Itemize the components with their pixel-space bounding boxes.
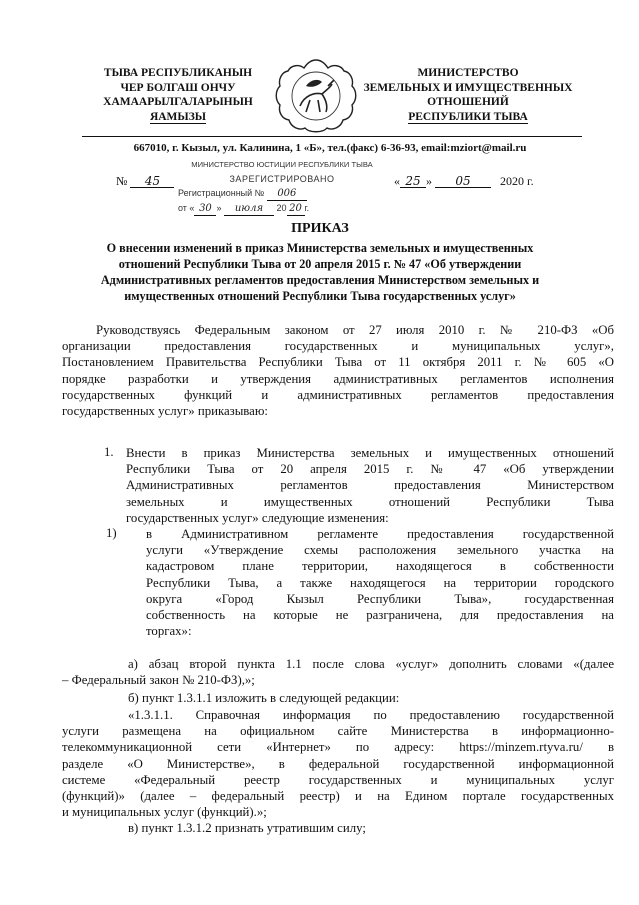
order-number-label: № — [116, 174, 128, 188]
subitem-1-line: округа «Город Кызыл Республики Тыва», государственная — [146, 591, 614, 606]
subitem-1-line: в Административном регламенте предоставления государственной — [146, 527, 614, 541]
header-left-line-4: ЯАМЫЗЫ — [149, 110, 207, 123]
subitem-1-paragraph — [146, 526, 614, 639]
clause-v-line: в) пункт 1.3.1.2 признать утратившим силу; — [128, 821, 366, 835]
preamble-line: государственных функций и административных регламентов предоставления — [62, 387, 614, 402]
stamp-date-month: июля — [224, 203, 274, 216]
clause-v-paragraph — [128, 820, 614, 836]
clause-a-line: а) абзац второй пункта 1.1 после слова «услуг» дополнить словами «(далее — [128, 657, 614, 671]
order-date-month: 05 — [435, 175, 491, 188]
quoted-line: (функций)» (далее – федеральный реестр) и на Едином портале государственных — [62, 789, 614, 804]
stamp-date-year: 20 — [287, 203, 305, 216]
subitem-1-number: 1) — [106, 526, 117, 540]
item-1-line: государственных услуг» следующие изменения: — [126, 510, 389, 525]
preamble-line: порядке разработки и утверждения административных регламентов исполнения — [62, 371, 614, 386]
stamp-reg-label: Регистрационный № — [178, 188, 265, 198]
subtitle-line: Административных регламентов предоставления Министерством земельных и — [100, 273, 540, 287]
subitem-1-line: собственность на которые не разграничена, для предоставления на — [146, 608, 614, 623]
header-right-block — [352, 66, 584, 124]
registration-stamp — [178, 158, 386, 220]
header-right-line-3: ОТНОШЕНИЙ — [427, 96, 509, 108]
clause-b-line: б) пункт 1.3.1.1 изложить в следующей редакции: — [128, 691, 400, 705]
header-right-line-4: РЕСПУБЛИКИ ТЫВА — [408, 110, 528, 123]
subitem-1-line: кадастровом плане территории, находящегося в собственности — [146, 559, 614, 574]
header-divider — [82, 136, 582, 137]
header-right-line-1: МИНИСТЕРСТВО — [417, 67, 519, 79]
quoted-line: услуги размещена на официальном сайте Министерства в информационно- — [62, 724, 614, 739]
item-1-line: Республики Тыва от 20 апреля 2015 г. № 47 «Об утверждении — [126, 462, 614, 477]
preamble-paragraph — [62, 322, 614, 419]
stamp-registered-line: ЗАРЕГИСТРИРОВАНО — [229, 174, 335, 184]
subtitle-line: имущественных отношений Республики Тыва государственных услуг» — [124, 289, 516, 303]
header-left-block — [78, 66, 278, 124]
stamp-date-row — [178, 201, 386, 216]
clause-a-line: – Федеральный закон № 210-ФЗ),»; — [62, 673, 255, 688]
subitem-1-line: услуги «Утверждение схемы расположения земельного участка на — [146, 543, 614, 558]
order-year: 2020 г. — [500, 174, 534, 188]
order-date-close: » — [426, 174, 432, 188]
subitem-1-line: Республики Тыва, а также находящегося на территории городского — [146, 575, 614, 590]
item-1-number: 1. — [104, 445, 114, 459]
address-line: 667010, г. Кызыл, ул. Калинина, 1 «Б», тел.(факс) 6-36-93, email:mziort@mail.ru — [133, 142, 527, 154]
header-left-line-3: ХАМААРЫЛГАЛАРЫНЫН — [103, 96, 253, 108]
stamp-date-year-prefix: 20 — [276, 203, 287, 213]
item-1-line: Внести в приказ Министерства земельных и имущественных отношений — [126, 446, 614, 460]
subtitle-line: О внесении изменений в приказ Министерства земельных и имущественных — [106, 241, 534, 255]
stamp-reg-number: 006 — [267, 188, 307, 201]
stamp-date-day: 30 — [194, 203, 216, 216]
preamble-line: Постановлением Правительства Республики Тыва от 11 октября 2011 г. № 605 «О — [62, 355, 614, 370]
quoted-line: и муниципальных услуг (функций).»; — [62, 805, 267, 820]
order-number: 45 — [130, 175, 174, 188]
stamp-reg-row — [178, 186, 386, 201]
order-date-day: 25 — [400, 175, 426, 188]
quoted-line: телекоммуникационной сети «Интернет» по адресу: https://minzem.rtyva.ru/ в — [62, 740, 614, 755]
header-right-line-2: ЗЕМЕЛЬНЫХ И ИМУЩЕСТВЕННЫХ — [363, 81, 573, 94]
order-date-row — [394, 174, 534, 189]
clause-b-paragraph — [128, 690, 614, 706]
item-1-paragraph — [126, 445, 614, 526]
subitem-1-line: торгах»: — [146, 624, 192, 639]
stamp-date-prefix: от « — [178, 203, 195, 213]
item-1-line: земельных и имущественных отношений Республики Тыва — [126, 494, 614, 509]
order-number-row — [116, 174, 174, 189]
preamble-line: Руководствуясь Федеральным законом от 27 июля 2010 г. № 210-ФЗ «Об — [96, 323, 614, 337]
quoted-text-paragraph — [62, 707, 614, 820]
tuva-emblem-icon — [270, 56, 362, 136]
item-1-line: Административных регламентов предоставления Министерством — [126, 478, 614, 493]
header-left-line-2: ЧЕР БОЛГАШ ОНЧУ — [120, 81, 236, 94]
stamp-ministry-line: МИНИСТЕРСТВО ЮСТИЦИИ РЕСПУБЛИКИ ТЫВА — [191, 160, 373, 169]
subtitle-line: отношений Республики Тыва от 20 апреля 2015 г. № 47 «Об утверждении — [118, 257, 522, 271]
clause-a-paragraph — [62, 656, 614, 688]
document-subtitle — [66, 240, 574, 304]
quoted-line: разделе «О Министерстве», в федеральной государственной информационной — [62, 756, 614, 771]
preamble-line: организации предоставления государственных и муниципальных услуг», — [62, 339, 614, 354]
header-left-line-1: ТЫВА РЕСПУБЛИКАНЫН — [103, 67, 253, 79]
quoted-line: «1.3.1.1. Справочная информация по предоставлению государственной — [128, 708, 614, 722]
stamp-date-mid: » — [216, 203, 222, 213]
quoted-line: системе «Федеральный реестр государственных и муниципальных услуг — [62, 772, 614, 787]
stamp-date-suffix: г. — [304, 203, 310, 213]
order-date-open: « — [394, 174, 400, 188]
document-title: ПРИКАЗ — [291, 221, 349, 236]
preamble-line: государственных услуг» приказываю: — [62, 404, 268, 419]
